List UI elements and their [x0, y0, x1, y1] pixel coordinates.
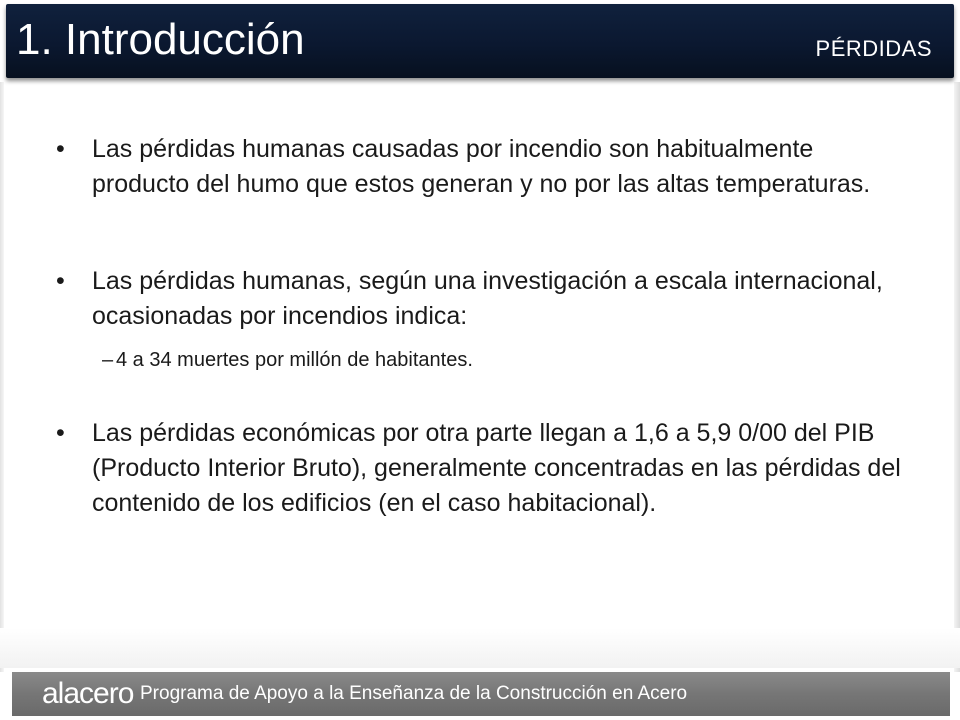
logo-wordmark: alacero — [42, 677, 134, 710]
bullet-text: Las pérdidas humanas, según una investigación a escala internacional, ocasionadas por incendios indica: — [92, 267, 883, 330]
title-bar — [6, 4, 954, 78]
slide-title: 1. Introducción — [16, 15, 305, 64]
alacero-logo — [42, 676, 133, 712]
slide-frame-right — [954, 82, 960, 672]
bullet-text: Las pérdidas humanas causadas por incendio son habitualmente producto del humo que estos generan y no por las altas temperaturas. — [92, 135, 871, 198]
section-label: PÉRDIDAS — [815, 36, 932, 61]
bullet-marker: • — [56, 419, 65, 447]
bullet-text: Las pérdidas económicas por otra parte llegan a 1,6 a 5,9 0/00 del PIB (Producto Interior Bruto), generalmente concentradas en las pérdidas del contenido de los edificios (en el caso habitacional). — [92, 419, 901, 517]
slide-body — [56, 132, 906, 521]
slide-frame-left — [0, 82, 4, 672]
footer-bar — [12, 672, 950, 716]
program-name: Programa de Apoyo a la Enseñanza de la Construcción en Acero — [140, 683, 688, 704]
dash-marker: – — [102, 349, 114, 371]
footer-fade — [0, 628, 960, 668]
bullet-item-1 — [56, 132, 906, 202]
bullet-marker: • — [56, 267, 65, 295]
bullet-marker: • — [56, 135, 65, 163]
sub-bullet-text: 4 a 34 muertes por millón de habitantes. — [116, 349, 473, 371]
sub-bullet-item — [56, 346, 906, 374]
bullet-item-3 — [56, 416, 906, 521]
bullet-item-2 — [56, 264, 906, 334]
